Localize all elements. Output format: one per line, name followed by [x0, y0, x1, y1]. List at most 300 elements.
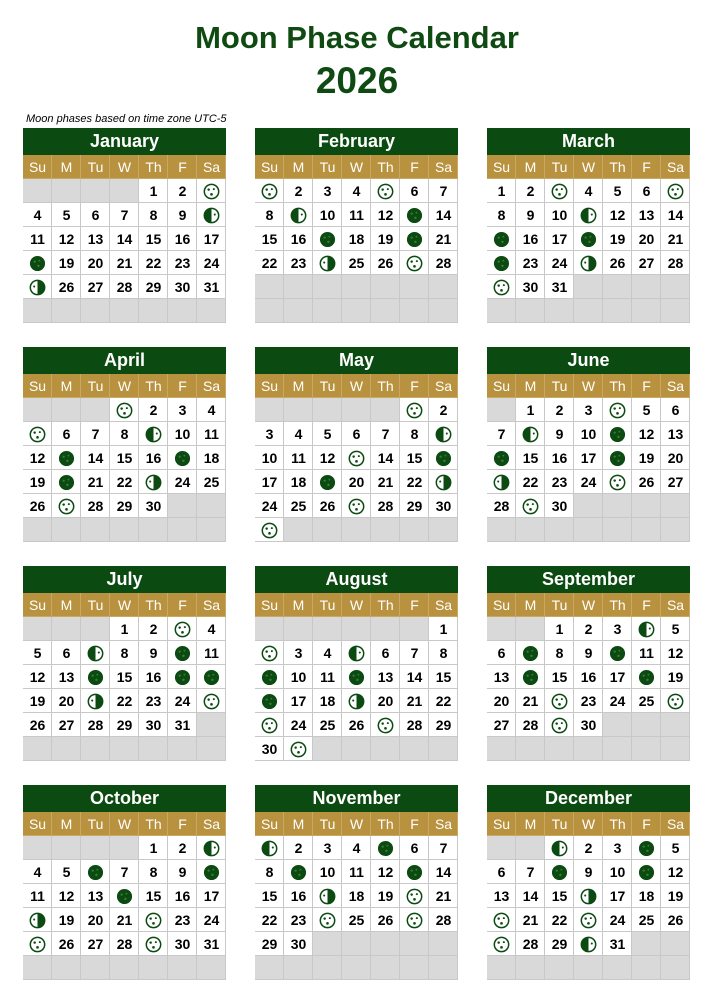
empty-cell	[342, 737, 371, 761]
day-cell: 28	[429, 251, 458, 275]
day-cell: 12	[23, 665, 52, 689]
day-cell-moon-phase	[255, 179, 284, 203]
weekday-header: F	[168, 374, 197, 398]
empty-cell	[255, 398, 284, 422]
new-moon-icon	[638, 669, 655, 686]
day-cell-moon-phase	[632, 836, 661, 860]
day-cell-moon-phase	[139, 932, 168, 956]
day-cell: 30	[574, 713, 603, 737]
day-cell: 26	[603, 251, 632, 275]
new-moon-icon	[174, 669, 191, 686]
day-cell: 14	[81, 446, 110, 470]
day-cell: 16	[284, 227, 313, 251]
day-cell: 15	[110, 665, 139, 689]
empty-cell	[52, 398, 81, 422]
weekday-header: Th	[371, 155, 400, 179]
new-moon-icon	[609, 450, 626, 467]
empty-cell	[632, 494, 661, 518]
new-moon-icon	[638, 864, 655, 881]
day-cell: 4	[197, 617, 226, 641]
weekday-header: W	[342, 374, 371, 398]
month-day-grid	[23, 374, 226, 542]
day-cell: 8	[110, 641, 139, 665]
empty-cell	[139, 956, 168, 980]
day-cell: 10	[255, 446, 284, 470]
last-quarter-moon-icon	[638, 621, 655, 638]
day-cell: 26	[52, 932, 81, 956]
day-cell-moon-phase	[313, 884, 342, 908]
empty-cell	[284, 518, 313, 542]
first-quarter-moon-icon	[348, 693, 365, 710]
day-cell: 24	[168, 689, 197, 713]
day-cell-moon-phase	[197, 665, 226, 689]
empty-cell	[400, 956, 429, 980]
day-cell-moon-phase	[545, 836, 574, 860]
day-cell: 14	[371, 446, 400, 470]
weekday-header: Th	[371, 593, 400, 617]
day-cell: 20	[632, 227, 661, 251]
day-cell: 19	[52, 908, 81, 932]
time-zone-note: Moon phases based on time zone UTC-5	[26, 113, 227, 125]
month-september	[487, 566, 690, 761]
day-cell: 15	[110, 446, 139, 470]
empty-cell	[342, 299, 371, 323]
full-moon-icon	[406, 255, 423, 272]
new-moon-icon	[203, 669, 220, 686]
empty-cell	[110, 836, 139, 860]
day-cell: 9	[545, 422, 574, 446]
full-moon-icon	[203, 693, 220, 710]
day-cell-moon-phase	[197, 203, 226, 227]
empty-cell	[81, 299, 110, 323]
weekday-header: F	[632, 812, 661, 836]
empty-cell	[313, 518, 342, 542]
day-cell: 11	[632, 641, 661, 665]
empty-cell	[400, 518, 429, 542]
empty-cell	[574, 494, 603, 518]
weekday-header: W	[574, 812, 603, 836]
empty-cell	[371, 398, 400, 422]
day-cell-moon-phase	[516, 422, 545, 446]
day-cell: 2	[545, 398, 574, 422]
day-cell-moon-phase	[661, 179, 690, 203]
day-cell: 15	[139, 884, 168, 908]
day-cell-moon-phase	[81, 860, 110, 884]
weekday-header: F	[632, 593, 661, 617]
empty-cell	[284, 275, 313, 299]
empty-cell	[168, 299, 197, 323]
weekday-header: Su	[23, 155, 52, 179]
day-cell: 26	[342, 713, 371, 737]
full-moon-icon	[493, 912, 510, 929]
empty-cell	[255, 617, 284, 641]
empty-cell	[168, 737, 197, 761]
day-cell: 14	[400, 665, 429, 689]
day-cell: 17	[284, 689, 313, 713]
day-cell-moon-phase	[110, 398, 139, 422]
day-cell: 22	[110, 689, 139, 713]
day-cell-moon-phase	[632, 617, 661, 641]
empty-cell	[23, 299, 52, 323]
day-cell: 31	[603, 932, 632, 956]
empty-cell	[545, 518, 574, 542]
empty-cell	[400, 617, 429, 641]
new-moon-icon	[87, 669, 104, 686]
new-moon-icon	[493, 231, 510, 248]
day-cell: 23	[284, 908, 313, 932]
day-cell-moon-phase	[603, 470, 632, 494]
day-cell: 9	[574, 860, 603, 884]
new-moon-icon	[493, 450, 510, 467]
full-moon-icon	[261, 522, 278, 539]
full-moon-icon	[203, 183, 220, 200]
day-cell: 3	[168, 398, 197, 422]
day-cell: 7	[110, 203, 139, 227]
empty-cell	[429, 275, 458, 299]
weekday-header: Tu	[81, 374, 110, 398]
day-cell: 15	[139, 227, 168, 251]
day-cell-moon-phase	[400, 860, 429, 884]
day-cell-moon-phase	[603, 641, 632, 665]
day-cell: 6	[487, 860, 516, 884]
day-cell: 3	[284, 641, 313, 665]
day-cell-moon-phase	[371, 713, 400, 737]
weekday-header: Sa	[429, 812, 458, 836]
day-cell: 29	[139, 275, 168, 299]
empty-cell	[429, 932, 458, 956]
empty-cell	[632, 713, 661, 737]
day-cell: 28	[110, 275, 139, 299]
month-day-grid	[487, 593, 690, 761]
day-cell: 2	[139, 617, 168, 641]
weekday-header: W	[110, 374, 139, 398]
weekday-header: Sa	[429, 374, 458, 398]
day-cell-moon-phase	[255, 641, 284, 665]
day-cell-moon-phase	[255, 689, 284, 713]
day-cell-moon-phase	[342, 446, 371, 470]
empty-cell	[429, 956, 458, 980]
weekday-header: F	[168, 155, 197, 179]
weekday-header: M	[52, 374, 81, 398]
weekday-header: Tu	[81, 593, 110, 617]
last-quarter-moon-icon	[435, 426, 452, 443]
month-title: March	[487, 128, 690, 155]
weekday-header: Th	[139, 812, 168, 836]
day-cell-moon-phase	[400, 398, 429, 422]
full-moon-icon	[551, 717, 568, 734]
day-cell-moon-phase	[400, 884, 429, 908]
day-cell-moon-phase	[139, 470, 168, 494]
day-cell: 17	[255, 470, 284, 494]
last-quarter-moon-icon	[580, 207, 597, 224]
day-cell: 19	[661, 665, 690, 689]
weekday-header: Su	[487, 374, 516, 398]
day-cell-moon-phase	[168, 617, 197, 641]
day-cell: 24	[603, 908, 632, 932]
empty-cell	[371, 617, 400, 641]
day-cell: 5	[603, 179, 632, 203]
empty-cell	[574, 956, 603, 980]
empty-cell	[168, 956, 197, 980]
empty-cell	[545, 956, 574, 980]
day-cell: 26	[632, 470, 661, 494]
new-moon-icon	[58, 474, 75, 491]
day-cell: 27	[487, 713, 516, 737]
empty-cell	[313, 398, 342, 422]
day-cell: 14	[661, 203, 690, 227]
weekday-header: F	[400, 374, 429, 398]
full-moon-icon	[261, 183, 278, 200]
weekday-header: Tu	[81, 155, 110, 179]
new-moon-icon	[87, 864, 104, 881]
day-cell: 27	[632, 251, 661, 275]
day-cell: 14	[429, 203, 458, 227]
full-moon-icon	[609, 474, 626, 491]
full-moon-icon	[551, 183, 568, 200]
day-cell: 15	[255, 227, 284, 251]
first-quarter-moon-icon	[493, 474, 510, 491]
day-cell: 13	[487, 665, 516, 689]
day-cell: 2	[168, 836, 197, 860]
day-cell: 13	[487, 884, 516, 908]
day-cell-moon-phase	[197, 860, 226, 884]
month-title: February	[255, 128, 458, 155]
empty-cell	[632, 518, 661, 542]
day-cell: 23	[168, 251, 197, 275]
empty-cell	[52, 617, 81, 641]
day-cell: 6	[400, 836, 429, 860]
month-title: September	[487, 566, 690, 593]
month-day-grid	[487, 374, 690, 542]
day-cell: 18	[342, 884, 371, 908]
day-cell: 25	[313, 713, 342, 737]
empty-cell	[342, 932, 371, 956]
day-cell: 3	[313, 836, 342, 860]
empty-cell	[110, 956, 139, 980]
day-cell: 21	[516, 908, 545, 932]
day-cell: 15	[545, 665, 574, 689]
day-cell: 10	[313, 860, 342, 884]
day-cell: 22	[255, 251, 284, 275]
month-may	[255, 347, 458, 542]
weekday-header: Sa	[197, 374, 226, 398]
day-cell: 30	[168, 932, 197, 956]
day-cell: 17	[603, 665, 632, 689]
day-cell: 1	[516, 398, 545, 422]
full-moon-icon	[406, 402, 423, 419]
day-cell: 19	[661, 884, 690, 908]
day-cell: 31	[168, 713, 197, 737]
day-cell: 17	[574, 446, 603, 470]
weekday-header: Su	[23, 812, 52, 836]
empty-cell	[603, 737, 632, 761]
day-cell: 28	[516, 932, 545, 956]
weekday-header: Tu	[313, 155, 342, 179]
weekday-header: M	[516, 812, 545, 836]
day-cell: 18	[632, 884, 661, 908]
weekday-header: Sa	[197, 812, 226, 836]
month-november	[255, 785, 458, 980]
full-moon-icon	[406, 888, 423, 905]
weekday-header: M	[284, 593, 313, 617]
day-cell-moon-phase	[52, 470, 81, 494]
weekday-header: F	[168, 812, 197, 836]
weekday-header: Su	[255, 155, 284, 179]
empty-cell	[197, 494, 226, 518]
day-cell: 19	[52, 251, 81, 275]
first-quarter-moon-icon	[435, 474, 452, 491]
new-moon-icon	[290, 864, 307, 881]
day-cell: 20	[52, 689, 81, 713]
day-cell: 11	[23, 884, 52, 908]
empty-cell	[400, 932, 429, 956]
day-cell: 25	[197, 470, 226, 494]
empty-cell	[52, 299, 81, 323]
day-cell-moon-phase	[603, 446, 632, 470]
weekday-header: Th	[139, 593, 168, 617]
day-cell: 15	[255, 884, 284, 908]
day-cell: 28	[661, 251, 690, 275]
empty-cell	[313, 617, 342, 641]
empty-cell	[661, 932, 690, 956]
empty-cell	[342, 956, 371, 980]
day-cell: 10	[603, 860, 632, 884]
weekday-header: M	[52, 593, 81, 617]
full-moon-icon	[29, 936, 46, 953]
day-cell: 2	[168, 179, 197, 203]
month-title: January	[23, 128, 226, 155]
empty-cell	[371, 932, 400, 956]
weekday-header: Sa	[197, 593, 226, 617]
day-cell: 7	[81, 422, 110, 446]
day-cell: 10	[545, 203, 574, 227]
day-cell: 27	[52, 713, 81, 737]
day-cell-moon-phase	[400, 227, 429, 251]
day-cell: 21	[400, 689, 429, 713]
new-moon-icon	[406, 207, 423, 224]
full-moon-icon	[58, 498, 75, 515]
full-moon-icon	[580, 912, 597, 929]
day-cell: 15	[400, 446, 429, 470]
day-cell-moon-phase	[574, 908, 603, 932]
day-cell: 20	[342, 470, 371, 494]
day-cell-moon-phase	[139, 422, 168, 446]
weekday-header: Tu	[545, 374, 574, 398]
full-moon-icon	[377, 183, 394, 200]
empty-cell	[23, 617, 52, 641]
day-cell: 6	[371, 641, 400, 665]
day-cell: 14	[516, 884, 545, 908]
empty-cell	[255, 299, 284, 323]
day-cell-moon-phase	[632, 665, 661, 689]
weekday-header: Sa	[429, 155, 458, 179]
day-cell: 8	[255, 203, 284, 227]
day-cell: 13	[52, 665, 81, 689]
empty-cell	[313, 275, 342, 299]
day-cell: 9	[574, 641, 603, 665]
empty-cell	[52, 836, 81, 860]
day-cell-moon-phase	[545, 179, 574, 203]
day-cell-moon-phase	[487, 446, 516, 470]
empty-cell	[603, 494, 632, 518]
day-cell: 23	[516, 251, 545, 275]
day-cell-moon-phase	[545, 689, 574, 713]
day-cell-moon-phase	[284, 860, 313, 884]
last-quarter-moon-icon	[203, 840, 220, 857]
day-cell-moon-phase	[23, 275, 52, 299]
empty-cell	[371, 737, 400, 761]
weekday-header: Tu	[81, 812, 110, 836]
day-cell: 11	[313, 665, 342, 689]
day-cell: 7	[371, 422, 400, 446]
full-moon-icon	[116, 402, 133, 419]
day-cell: 3	[603, 617, 632, 641]
day-cell: 2	[574, 617, 603, 641]
month-day-grid	[255, 593, 458, 761]
empty-cell	[342, 617, 371, 641]
empty-cell	[52, 179, 81, 203]
day-cell: 7	[110, 860, 139, 884]
day-cell: 4	[284, 422, 313, 446]
weekday-header: M	[516, 374, 545, 398]
day-cell: 13	[81, 227, 110, 251]
month-title: August	[255, 566, 458, 593]
day-cell-moon-phase	[487, 251, 516, 275]
day-cell: 28	[429, 908, 458, 932]
day-cell-moon-phase	[516, 494, 545, 518]
day-cell: 25	[632, 908, 661, 932]
day-cell: 2	[574, 836, 603, 860]
empty-cell	[81, 737, 110, 761]
new-moon-icon	[609, 645, 626, 662]
weekday-header: Th	[139, 374, 168, 398]
day-cell: 16	[168, 227, 197, 251]
day-cell: 1	[487, 179, 516, 203]
day-cell: 12	[371, 860, 400, 884]
day-cell-moon-phase	[487, 908, 516, 932]
weekday-header: Sa	[197, 155, 226, 179]
day-cell: 19	[603, 227, 632, 251]
day-cell: 11	[23, 227, 52, 251]
full-moon-icon	[319, 912, 336, 929]
weekday-header: Tu	[545, 812, 574, 836]
empty-cell	[197, 956, 226, 980]
day-cell: 9	[516, 203, 545, 227]
month-october	[23, 785, 226, 980]
day-cell: 27	[661, 470, 690, 494]
empty-cell	[81, 836, 110, 860]
month-july	[23, 566, 226, 761]
month-august	[255, 566, 458, 761]
day-cell: 29	[429, 713, 458, 737]
day-cell: 22	[429, 689, 458, 713]
day-cell: 11	[197, 641, 226, 665]
day-cell: 23	[139, 689, 168, 713]
day-cell: 7	[429, 179, 458, 203]
empty-cell	[545, 737, 574, 761]
day-cell-moon-phase	[197, 836, 226, 860]
empty-cell	[313, 932, 342, 956]
empty-cell	[632, 299, 661, 323]
weekday-header: Th	[603, 812, 632, 836]
weekday-header: Tu	[313, 593, 342, 617]
day-cell: 28	[371, 494, 400, 518]
weekday-header: Th	[139, 155, 168, 179]
empty-cell	[52, 956, 81, 980]
day-cell-moon-phase	[400, 203, 429, 227]
empty-cell	[81, 617, 110, 641]
day-cell: 12	[603, 203, 632, 227]
